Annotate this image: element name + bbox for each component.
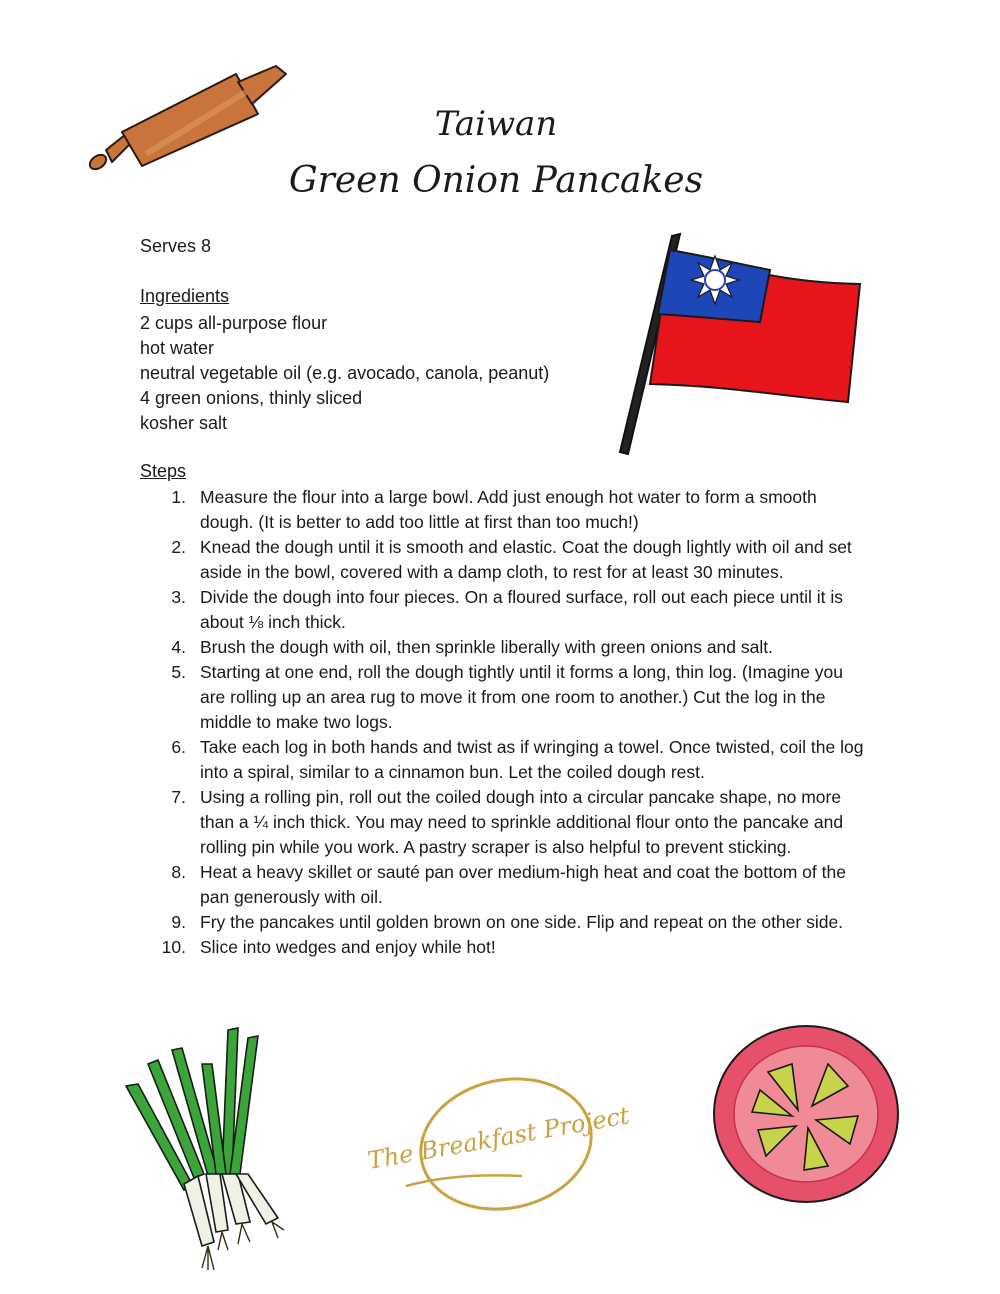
- ingredient-item: neutral vegetable oil (e.g. avocado, canola, peanut): [140, 363, 550, 383]
- recipe-country-title: Taiwan: [434, 104, 558, 144]
- step-item: [140, 935, 870, 960]
- ingredient-item: 4 green onions, thinly sliced: [140, 388, 363, 408]
- breakfast-project-logo: [365, 1066, 632, 1226]
- step-item: [140, 585, 870, 635]
- step-item: [140, 735, 870, 785]
- step-text: Starting at one end, roll the dough tightly until it forms a long, thin log. (Imagine you are rolling up an area rug to move it from one room to another.) Cut the log in the middle to make two logs.: [200, 662, 844, 732]
- step-text: Take each log in both hands and twist as if wringing a towel. Once twisted, coil the log into a spiral, similar to a cinnamon bun. Let the coiled dough rest.: [200, 737, 864, 782]
- tomato-slice-icon: [708, 1020, 904, 1208]
- step-number: 4.: [171, 637, 186, 657]
- ingredients-heading: Ingredients: [140, 286, 230, 306]
- step-item: [140, 485, 870, 535]
- logo-text: The Breakfast Project: [365, 1101, 632, 1175]
- step-number: 2.: [171, 537, 186, 557]
- step-text: Fry the pancakes until golden brown on one side. Flip and repeat on the other side.: [200, 912, 844, 932]
- servings: Serves 8: [140, 236, 212, 256]
- steps-heading: Steps: [140, 461, 187, 481]
- steps-list: [140, 485, 870, 960]
- recipe-dish-title: Green Onion Pancakes: [288, 160, 704, 201]
- step-number: 5.: [171, 662, 186, 682]
- step-number: 8.: [171, 862, 186, 882]
- step-number: 6.: [171, 737, 186, 757]
- step-number: 10.: [161, 937, 186, 957]
- step-number: 3.: [171, 587, 186, 607]
- ingredient-item: 2 cups all-purpose flour: [140, 313, 328, 333]
- taiwan-flag-icon: [610, 226, 870, 462]
- step-text: Heat a heavy skillet or sauté pan over medium-high heat and coat the bottom of the pan generously with oil.: [200, 862, 846, 907]
- step-text: Measure the flour into a large bowl. Add just enough hot water to form a smooth dough. (It is better to add too little at first than too much!): [200, 487, 817, 532]
- step-number: 7.: [171, 787, 186, 807]
- step-item: [140, 660, 870, 735]
- step-text: Using a rolling pin, roll out the coiled dough into a circular pancake shape, no more than a ¼ inch thick. You may need to sprinkle additional flour onto the pancake and rolling pin while you work. A pastry scraper is also helpful to prevent sticking.: [200, 787, 844, 857]
- green-onion-icon: [118, 1024, 304, 1274]
- step-item: [140, 860, 870, 910]
- step-item: [140, 910, 870, 935]
- step-text: Divide the dough into four pieces. On a floured surface, roll out each piece until it is about ⅛ inch thick.: [200, 587, 844, 632]
- ingredients-list: [140, 311, 549, 436]
- step-item: [140, 535, 870, 585]
- ingredient-item: kosher salt: [140, 413, 228, 433]
- step-item: [140, 785, 870, 860]
- step-text: Brush the dough with oil, then sprinkle liberally with green onions and salt.: [200, 637, 773, 657]
- step-item: [140, 635, 870, 660]
- step-number: 1.: [171, 487, 186, 507]
- step-text: Knead the dough until it is smooth and elastic. Coat the dough lightly with oil and set aside in the bowl, covered with a damp cloth, to rest for at least 30 minutes.: [200, 537, 852, 582]
- step-number: 9.: [171, 912, 186, 932]
- ingredient-item: hot water: [140, 338, 215, 358]
- step-text: Slice into wedges and enjoy while hot!: [200, 937, 496, 957]
